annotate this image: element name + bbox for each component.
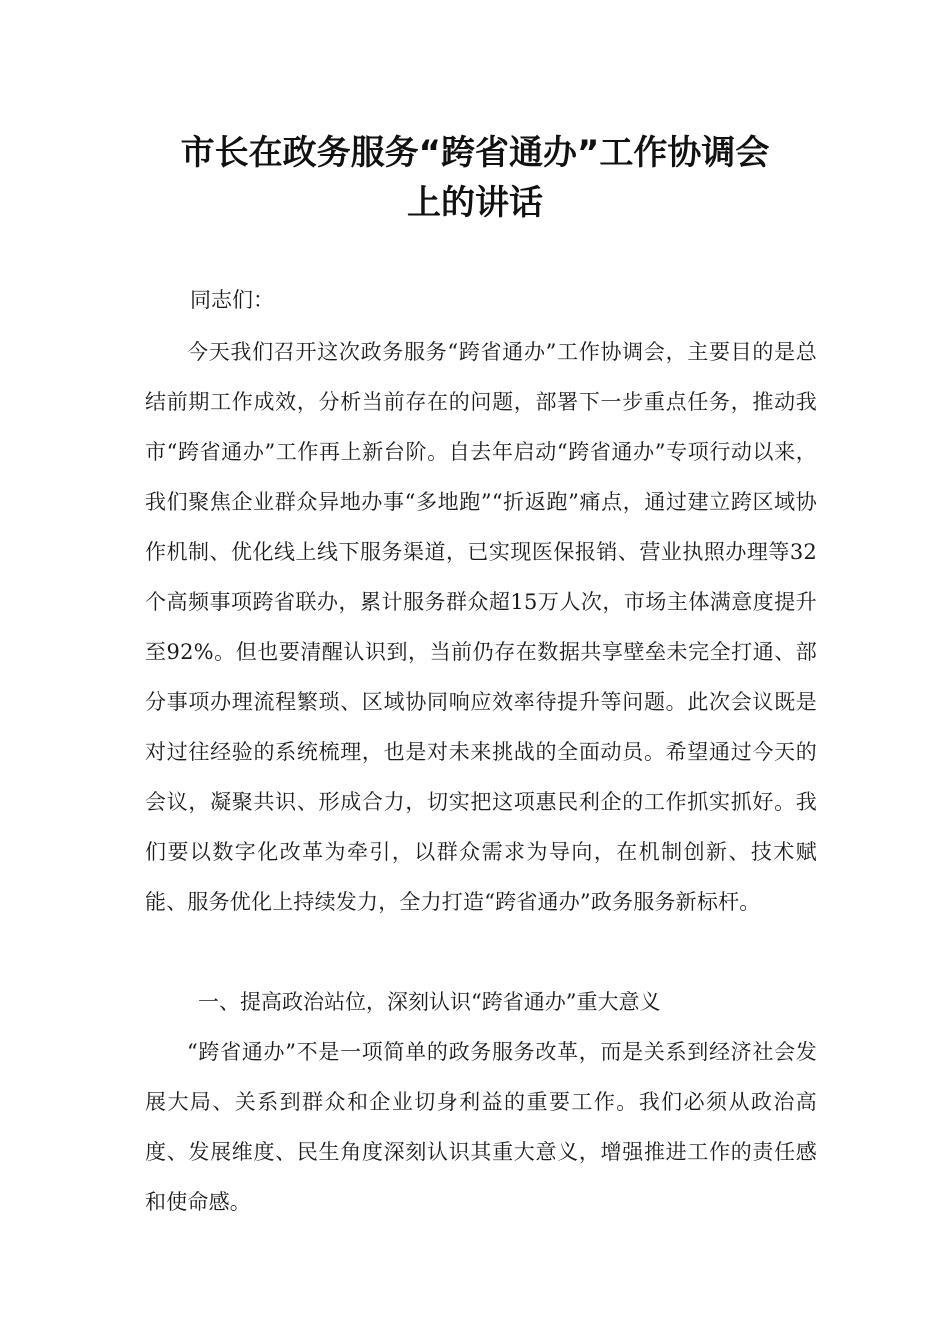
document-title-line-2: 上的讲话 bbox=[407, 183, 543, 223]
intro-paragraph: 今天我们召开这次政务服务“跨省通办”工作协调会，主要目的是总结前期工作成效，分析当前存在的问题，部署下一步重点任务，推动我市“跨省通办”工作再上新台阶。自去年启动“跨省通办”专项行动以来，我们聚焦企业群众异地办事“多地跑”“折返跑”痛点，通过建立跨区域协作机制、优化线上线下服务渠道，已实现医保报销、营业执照办理等32个高频事项跨省联办，累计服务群众超15万人次，市场主体满意度提升至92%。但也要清醒认识到，当前仍存在数据共享壁垒未完全打通、部分事项办理流程繁琐、区域协同响应效率待提升等问题。此次会议既是对过往经验的系统梳理，也是对未来挑战的全面动员。希望通过今天的会议，凝聚共识、形成合力，切实把这项惠民利企的工作抓实抓好。我们要以数字化改革为牵引，以群众需求为导向，在机制创新、技术赋能、服务优化上持续发力，全力打造“跨省通办”政务服务新标杆。 bbox=[145, 340, 817, 914]
greeting: 同志们： bbox=[190, 288, 274, 312]
section-1-paragraph: “跨省通办”不是一项简单的政务服务改革，而是关系到经济社会发展大局、关系到群众和企业切身利益的重要工作。我们必须从政治高度、发展维度、民生角度深刻认识其重大意义，增强推进工作的责任感和使命感。 bbox=[145, 1040, 817, 1214]
section-heading-1: 一、提高政治站位，深刻认识“跨省通办”重大意义 bbox=[198, 990, 661, 1014]
document-title-line-1: 市长在政务服务“跨省通办”工作协调会 bbox=[180, 133, 770, 173]
